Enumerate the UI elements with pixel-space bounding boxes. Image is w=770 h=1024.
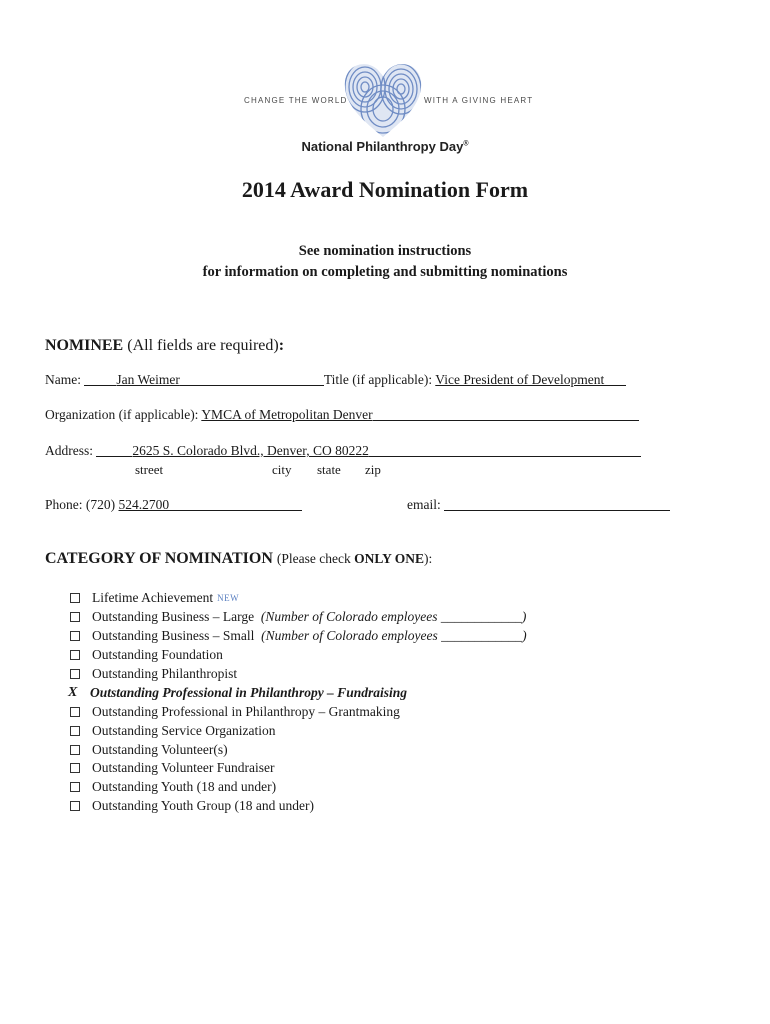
phone-area-code[interactable]: (720) [85,497,116,512]
email-label: email: [407,497,441,512]
address-hint-city: city [272,462,292,477]
checkbox-checked-mark[interactable]: X [68,684,78,700]
category-list [68,589,527,816]
address-row [45,443,641,459]
category-item-volunteers[interactable]: Outstanding Volunteer(s) [68,740,527,759]
checkbox-unchecked-icon[interactable] [70,763,80,773]
name-label: Name: [45,372,81,387]
category-item-youth[interactable]: Outstanding Youth (18 and under) [68,778,527,797]
category-item-professional-grantmaking[interactable]: Outstanding Professional in Philanthropy – Grantmaking [68,702,527,721]
category-item-youth-group[interactable]: Outstanding Youth Group (18 and under) [68,797,527,816]
category-item-philanthropist[interactable]: Outstanding Philanthropist [68,665,527,684]
email-field[interactable] [444,497,670,511]
address-label: Address: [45,443,93,458]
email-row [407,497,670,513]
category-item-professional-fundraising[interactable]: X Outstanding Professional in Philanthropy – Fundraising [68,684,407,700]
address-value[interactable]: 2625 S. Colorado Blvd., Denver, CO 80222 [132,443,369,458]
category-item-foundation[interactable]: Outstanding Foundation [68,646,527,665]
category-item-lifetime-achievement[interactable]: Lifetime Achievement NEW [68,589,527,608]
checkbox-unchecked-icon[interactable] [70,801,80,811]
category-item-business-large[interactable]: Outstanding Business – Large (Number of Colorado employees ____________) [68,608,527,627]
tagline-left: CHANGE THE WORLD [244,96,348,105]
instructions-line-2: for information on completing and submitting nominations [202,264,568,280]
checkbox-unchecked-icon[interactable] [70,593,80,603]
checkbox-unchecked-icon[interactable] [70,745,80,755]
phone-label: Phone: [45,497,83,512]
title-value[interactable]: Vice President of Development [435,372,605,387]
checkbox-unchecked-icon[interactable] [70,707,80,717]
checkbox-unchecked-icon[interactable] [70,631,80,641]
checkbox-unchecked-icon[interactable] [70,669,80,679]
heart-fingerprint-icon [341,57,425,141]
address-hint-zip: zip [365,462,381,477]
org-logo-name: National Philanthropy Day® [301,139,469,154]
employees-count-field[interactable]: (Number of Colorado employees ____________) [261,628,527,644]
category-item-business-small[interactable]: Outstanding Business – Small (Number of Colorado employees ____________) [68,627,527,646]
category-item-service-organization[interactable]: Outstanding Service Organization [68,721,527,740]
category-item-volunteer-fundraiser[interactable]: Outstanding Volunteer Fundraiser [68,759,527,778]
checkbox-unchecked-icon[interactable] [70,650,80,660]
tagline-right: WITH A GIVING HEART [424,96,534,105]
employees-count-field[interactable]: (Number of Colorado employees ____________) [260,609,527,625]
new-badge: NEW [217,593,240,604]
category-heading: CATEGORY OF NOMINATION (Please check ONLY ONE): [45,550,433,567]
address-hint-state: state [317,462,341,477]
logo-header [0,55,770,165]
checkbox-unchecked-icon[interactable] [70,612,80,622]
address-hint-street: street [135,462,164,477]
organization-value[interactable]: YMCA of Metropolitan Denver [201,407,373,422]
organization-row [45,407,639,423]
nominee-heading: NOMINEE (All fields are required): [45,337,285,354]
organization-label: Organization (if applicable): [45,407,199,422]
phone-value[interactable]: 524.2700 [118,497,170,512]
name-value[interactable]: Jan Weimer [116,372,180,387]
title-label: Title (if applicable): [323,372,433,387]
phone-row [45,497,302,513]
checkbox-unchecked-icon[interactable] [70,782,80,792]
name-row [45,372,626,388]
instructions-line-1: See nomination instructions [298,243,472,259]
checkbox-unchecked-icon[interactable] [70,726,80,736]
form-title: 2014 Award Nomination Form [241,177,529,202]
